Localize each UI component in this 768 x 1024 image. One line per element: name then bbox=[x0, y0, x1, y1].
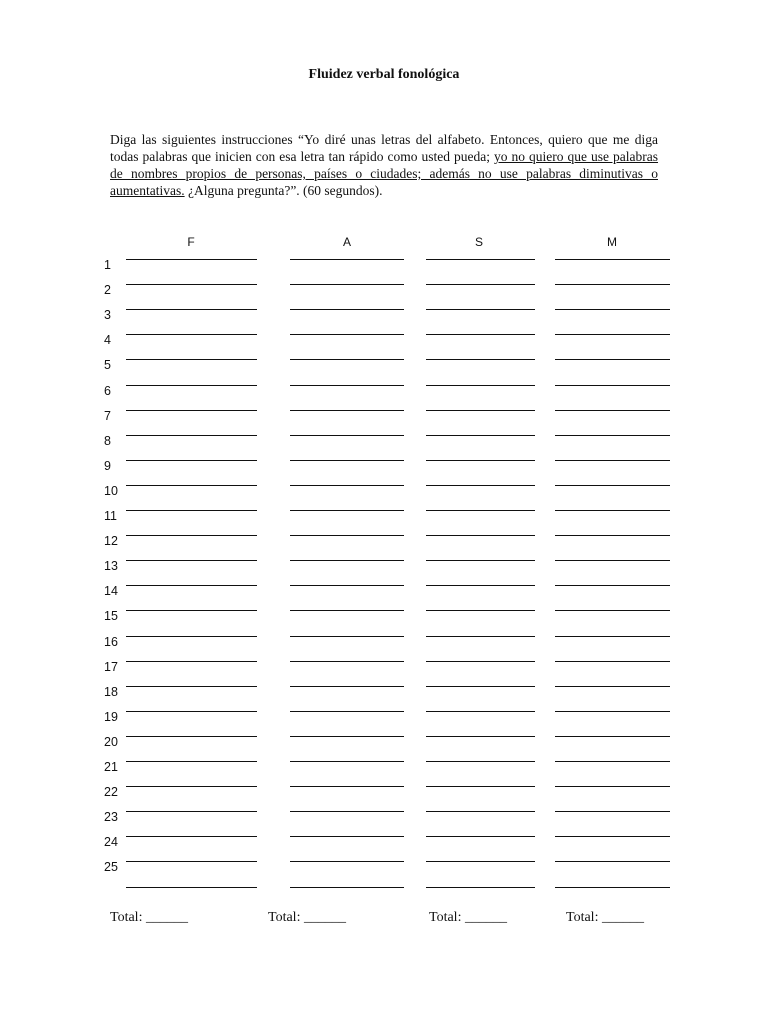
answer-line bbox=[426, 259, 535, 260]
answer-line bbox=[126, 661, 257, 662]
total-a: Total: ______ bbox=[268, 910, 346, 925]
answer-line bbox=[426, 435, 535, 436]
answer-line bbox=[555, 435, 670, 436]
instructions-text-3: ¿Alguna pregunta?”. (60 segundos). bbox=[184, 183, 383, 198]
answer-line bbox=[555, 460, 670, 461]
answer-line bbox=[126, 736, 257, 737]
answer-line bbox=[290, 460, 404, 461]
answer-line bbox=[426, 359, 535, 360]
answer-line bbox=[555, 334, 670, 335]
answer-line bbox=[426, 836, 535, 837]
answer-line bbox=[555, 284, 670, 285]
answer-line bbox=[290, 284, 404, 285]
column-header-f: F bbox=[187, 235, 195, 249]
row-number: 20 bbox=[104, 734, 118, 749]
answer-line bbox=[555, 510, 670, 511]
answer-line bbox=[290, 636, 404, 637]
row-number: 21 bbox=[104, 760, 118, 774]
answer-line bbox=[290, 761, 404, 762]
row-number: 10 bbox=[104, 483, 118, 498]
answer-line bbox=[555, 585, 670, 586]
row-number: 18 bbox=[104, 684, 118, 699]
answer-line bbox=[290, 309, 404, 310]
column-header-s: S bbox=[474, 235, 483, 249]
answer-line bbox=[126, 585, 257, 586]
answer-line bbox=[426, 636, 535, 637]
row-number: 11 bbox=[104, 509, 117, 523]
answer-line bbox=[426, 560, 535, 561]
answer-line bbox=[290, 560, 404, 561]
answer-line bbox=[555, 359, 670, 360]
answer-line bbox=[426, 585, 535, 586]
row-number: 17 bbox=[104, 659, 118, 674]
answer-line bbox=[290, 887, 404, 888]
column-header-m: M bbox=[607, 235, 617, 249]
row-number: 12 bbox=[104, 534, 118, 549]
answer-line bbox=[555, 761, 670, 762]
row-number: 19 bbox=[104, 709, 118, 724]
row-number: 2 bbox=[104, 283, 111, 298]
answer-line bbox=[290, 410, 404, 411]
answer-line bbox=[426, 861, 535, 862]
answer-line bbox=[426, 510, 535, 511]
answer-line bbox=[126, 485, 257, 486]
answer-line bbox=[555, 560, 670, 561]
row-number: 5 bbox=[104, 358, 111, 373]
answer-line bbox=[290, 485, 404, 486]
answer-line bbox=[555, 661, 670, 662]
answer-line bbox=[126, 686, 257, 687]
answer-line bbox=[555, 861, 670, 862]
answer-line bbox=[290, 510, 404, 511]
answer-line bbox=[126, 836, 257, 837]
row-number: 22 bbox=[104, 785, 118, 800]
answer-line bbox=[426, 410, 535, 411]
answer-line bbox=[290, 535, 404, 536]
answer-line bbox=[555, 259, 670, 260]
answer-line bbox=[290, 861, 404, 862]
answer-line bbox=[290, 686, 404, 687]
answer-line bbox=[555, 811, 670, 812]
answer-line bbox=[555, 410, 670, 411]
row-number: 15 bbox=[104, 609, 118, 624]
answer-line bbox=[555, 610, 670, 611]
answer-line bbox=[426, 711, 535, 712]
instructions-paragraph bbox=[110, 131, 658, 199]
answer-line bbox=[290, 836, 404, 837]
answer-line bbox=[126, 359, 257, 360]
answer-line bbox=[290, 435, 404, 436]
row-number: 8 bbox=[104, 433, 111, 448]
answer-line bbox=[126, 284, 257, 285]
total-f: Total: ______ bbox=[110, 910, 188, 925]
answer-line bbox=[126, 761, 257, 762]
answer-line bbox=[555, 385, 670, 386]
answer-line bbox=[126, 560, 257, 561]
answer-line bbox=[555, 786, 670, 787]
answer-line bbox=[126, 786, 257, 787]
answer-line bbox=[426, 284, 535, 285]
answer-line bbox=[290, 610, 404, 611]
answer-line bbox=[290, 359, 404, 360]
answer-line bbox=[126, 385, 257, 386]
row-number: 6 bbox=[104, 383, 111, 398]
answer-line bbox=[426, 686, 535, 687]
answer-line bbox=[426, 535, 535, 536]
row-number: 9 bbox=[104, 458, 111, 473]
answer-line bbox=[126, 309, 257, 310]
answer-line bbox=[126, 510, 257, 511]
answer-line bbox=[555, 535, 670, 536]
answer-line bbox=[555, 485, 670, 486]
answer-line bbox=[126, 861, 257, 862]
answer-line bbox=[126, 711, 257, 712]
answer-line bbox=[555, 686, 670, 687]
answer-line bbox=[555, 887, 670, 888]
row-number: 3 bbox=[104, 308, 111, 323]
page-title: Fluidez verbal fonológica bbox=[308, 67, 460, 82]
answer-line bbox=[290, 711, 404, 712]
answer-line bbox=[290, 811, 404, 812]
answer-line bbox=[426, 460, 535, 461]
answer-line bbox=[426, 887, 535, 888]
answer-line bbox=[555, 711, 670, 712]
row-number: 25 bbox=[104, 860, 118, 875]
answer-line bbox=[290, 385, 404, 386]
row-number: 1 bbox=[104, 258, 111, 272]
answer-line bbox=[126, 410, 257, 411]
answer-line bbox=[426, 811, 535, 812]
instructions-text-1: Diga las siguientes instrucciones “Yo diré unas letras del alfabeto. Entonces, quiero que me diga todas palabras que inicien con esa letra tan rápido como usted pueda; bbox=[110, 132, 658, 164]
row-number: 24 bbox=[104, 835, 118, 850]
row-number: 16 bbox=[104, 634, 118, 649]
answer-line bbox=[426, 610, 535, 611]
row-number: 7 bbox=[104, 408, 111, 423]
total-s: Total: ______ bbox=[429, 910, 507, 925]
answer-line bbox=[126, 887, 257, 888]
answer-line bbox=[426, 736, 535, 737]
answer-line bbox=[126, 610, 257, 611]
answer-line bbox=[426, 661, 535, 662]
answer-line bbox=[290, 585, 404, 586]
answer-line bbox=[555, 309, 670, 310]
answer-line bbox=[426, 334, 535, 335]
answer-line bbox=[290, 334, 404, 335]
total-m: Total: ______ bbox=[566, 910, 644, 925]
answer-line bbox=[126, 460, 257, 461]
answer-line bbox=[290, 786, 404, 787]
answer-line bbox=[126, 811, 257, 812]
answer-line bbox=[126, 334, 257, 335]
row-number: 23 bbox=[104, 810, 118, 825]
answer-line bbox=[126, 259, 257, 260]
instructions-text-underlined: yo no quiero que use palabras de nombres propios de personas, países o ciudades; además no use palabras diminutivas o aumentativas. bbox=[110, 149, 659, 198]
answer-line bbox=[290, 661, 404, 662]
answer-line bbox=[555, 636, 670, 637]
answer-line bbox=[426, 786, 535, 787]
answer-line bbox=[126, 535, 257, 536]
answer-line bbox=[426, 385, 535, 386]
answer-line bbox=[290, 259, 404, 260]
answer-line bbox=[426, 485, 535, 486]
answer-line bbox=[126, 435, 257, 436]
answer-line bbox=[426, 761, 535, 762]
answer-line bbox=[555, 736, 670, 737]
answer-line bbox=[126, 636, 257, 637]
row-number: 13 bbox=[104, 559, 118, 574]
answer-line bbox=[426, 309, 535, 310]
row-number: 4 bbox=[104, 333, 111, 348]
answer-line bbox=[555, 836, 670, 837]
row-number: 14 bbox=[104, 584, 118, 599]
answer-line bbox=[290, 736, 404, 737]
column-header-a: A bbox=[342, 235, 351, 249]
